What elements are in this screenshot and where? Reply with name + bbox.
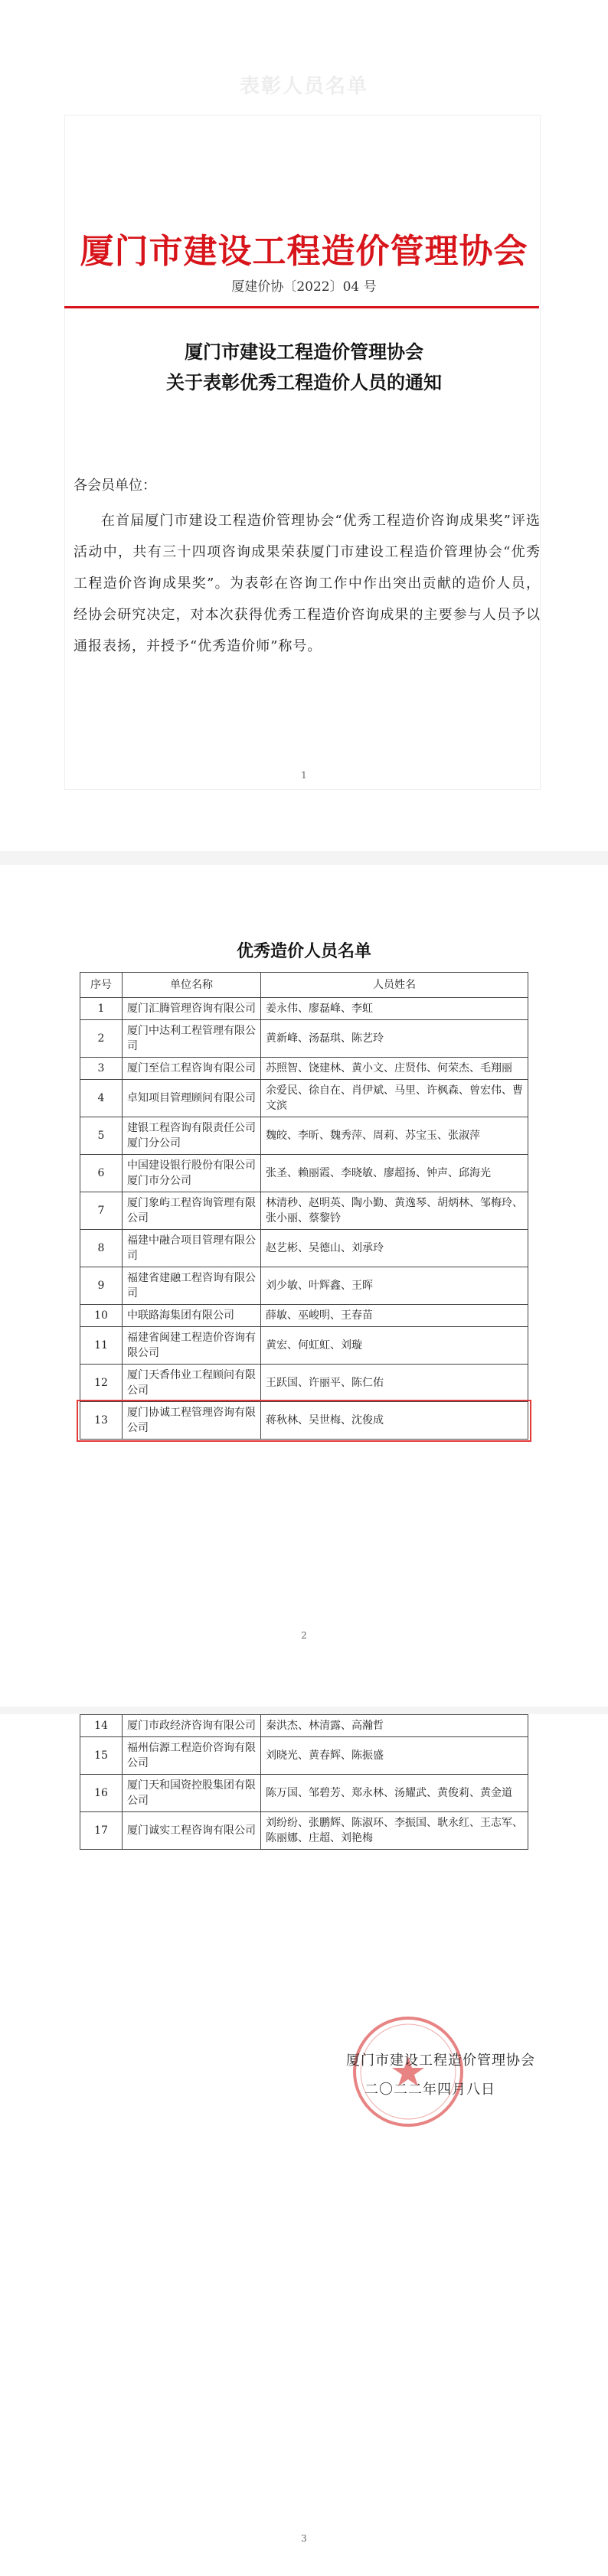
table-row [80, 1737, 528, 1775]
table-row [80, 1058, 528, 1080]
notice-body: 在首届厦门市建设工程造价管理协会“优秀工程造价咨询成果奖”评选活动中，共有三十四项咨询成果荣获厦门市建设工程造价管理协会“优秀工程造价咨询成果奖”。为表彰在咨询工作中作出突出贡献的造价人员，经协会研究决定，对本次获得优秀工程造价咨询成果的主要参与人员予以通报表扬，并授予“优秀造价师”称号。 [74, 513, 541, 654]
row-index: 11 [80, 1327, 123, 1365]
header-names: 人员姓名 [261, 973, 528, 998]
list-title: 优秀造价人员名单 [236, 941, 371, 961]
page-1 [0, 0, 608, 851]
page-number: 1 [301, 770, 307, 781]
row-index: 14 [80, 1715, 123, 1737]
table-row [80, 1020, 528, 1058]
page-number: 2 [301, 1630, 307, 1641]
red-divider-line [64, 306, 539, 308]
row-names: 魏皎、李昕、魏秀萍、周莉、苏宝玉、张淑萍 [261, 1117, 528, 1155]
row-names: 张圣、赖丽霞、李晓敏、廖超扬、钟声、邱海光 [261, 1155, 528, 1192]
row-names: 秦洪杰、林清露、高瀚哲 [261, 1715, 528, 1737]
row-names: 陈万国、邹碧芳、郑永林、汤耀武、黄俊莉、黄金道 [261, 1775, 528, 1812]
table-row [80, 1775, 528, 1812]
row-unit: 福建省闽建工程造价咨询有限公司 [123, 1327, 261, 1365]
row-names: 赵艺彬、吴德山、刘承玲 [261, 1230, 528, 1267]
row-index: 6 [80, 1155, 123, 1192]
row-unit: 厦门象屿工程咨询管理有限公司 [123, 1192, 261, 1230]
row-names: 余爱民、徐自在、肖伊斌、马里、许枫森、曾宏伟、曹文滨 [261, 1080, 528, 1117]
row-names: 薛敏、巫峻明、王春苗 [261, 1305, 528, 1327]
header-unit: 单位名称 [123, 973, 261, 998]
document-number: 厦建价协〔2022〕04 号 [231, 279, 377, 295]
table-row [80, 1192, 528, 1230]
row-index: 3 [80, 1058, 123, 1080]
official-seal [351, 2014, 466, 2129]
signature-org: 厦门市建设工程造价管理协会 [346, 2053, 535, 2069]
table-row [80, 1080, 528, 1117]
table-row [80, 998, 528, 1020]
page-gap [0, 1707, 608, 1714]
table-row [80, 1305, 528, 1327]
header-index: 序号 [80, 973, 123, 998]
page-3 [0, 1714, 608, 2576]
highlight-box [77, 1400, 531, 1442]
row-index: 10 [80, 1305, 123, 1327]
row-unit: 厦门协诚工程管理咨询有限公司 [123, 1402, 261, 1440]
row-names: 刘晓光、黄春辉、陈振盛 [261, 1737, 528, 1775]
row-index: 8 [80, 1230, 123, 1267]
header-org-name: 厦门市建设工程造价管理协会 [80, 232, 528, 271]
page-2 [0, 865, 608, 1707]
page-gap [0, 851, 608, 865]
row-names: 王跃国、许丽平、陈仁佑 [261, 1365, 528, 1402]
table-row [80, 1117, 528, 1155]
table-row [80, 1327, 528, 1365]
row-names: 刘少敏、叶辉鑫、王晖 [261, 1267, 528, 1305]
notice-title-line-1: 厦门市建设工程造价管理协会 [185, 341, 423, 363]
notice-title-line-2: 关于表彰优秀工程造价人员的通知 [166, 371, 442, 393]
row-names: 黄新峰、汤磊琪、陈艺玲 [261, 1020, 528, 1058]
row-unit: 中国建设银行股份有限公司厦门市分公司 [123, 1155, 261, 1192]
table-row [80, 1365, 528, 1402]
row-unit: 福建省建融工程咨询有限公司 [123, 1267, 261, 1305]
row-index: 7 [80, 1192, 123, 1230]
page-number: 3 [301, 2533, 307, 2544]
table-row [80, 1812, 528, 1850]
row-unit: 福州信源工程造价咨询有限公司 [123, 1737, 261, 1775]
row-unit: 中联路海集团有限公司 [123, 1305, 261, 1327]
award-table-continued [80, 1714, 528, 1850]
row-unit: 厦门至信工程咨询有限公司 [123, 1058, 261, 1080]
row-unit: 福建中融合项目管理有限公司 [123, 1230, 261, 1267]
row-index: 15 [80, 1737, 123, 1775]
table-row [80, 1715, 528, 1737]
row-unit: 卓知项目管理顾问有限公司 [123, 1080, 261, 1117]
row-index: 5 [80, 1117, 123, 1155]
award-table [80, 972, 528, 1440]
salutation: 各会员单位： [74, 478, 156, 494]
row-names: 苏照智、饶建林、黄小文、庄贤伟、何荣杰、毛翔丽 [261, 1058, 528, 1080]
row-index: 4 [80, 1080, 123, 1117]
table-row [80, 1230, 528, 1267]
row-names: 蒋秋林、吴世梅、沈俊成 [261, 1402, 528, 1440]
row-index: 2 [80, 1020, 123, 1058]
row-unit: 厦门天和国资控股集团有限公司 [123, 1775, 261, 1812]
row-index: 17 [80, 1812, 123, 1850]
row-names: 刘纷纷、张鹏辉、陈淑环、李振国、耿永红、王志军、陈丽娜、庄超、刘艳梅 [261, 1812, 528, 1850]
row-index: 12 [80, 1365, 123, 1402]
row-index: 9 [80, 1267, 123, 1305]
row-unit: 厦门汇腾管理咨询有限公司 [123, 998, 261, 1020]
row-unit: 厦门诚实工程咨询有限公司 [123, 1812, 261, 1850]
row-index: 13 [80, 1402, 123, 1440]
row-names: 姜永伟、廖磊峰、李虹 [261, 998, 528, 1020]
table-header-row [80, 973, 528, 998]
row-unit: 建银工程咨询有限责任公司厦门分公司 [123, 1117, 261, 1155]
row-unit: 厦门市政经济咨询有限公司 [123, 1715, 261, 1737]
row-names: 黄宏、何虹虹、刘璇 [261, 1327, 528, 1365]
signature-date: 二〇二二年四月八日 [364, 2082, 495, 2098]
row-unit: 厦门天香伟业工程顾问有限公司 [123, 1365, 261, 1402]
row-unit: 厦门中达利工程管理有限公司 [123, 1020, 261, 1058]
row-index: 16 [80, 1775, 123, 1812]
table-row [80, 1155, 528, 1192]
row-names: 林清秒、赵明英、陶小勤、黄逸琴、胡炳林、邹梅玲、张小丽、蔡黎钤 [261, 1192, 528, 1230]
row-index: 1 [80, 998, 123, 1020]
bleed-through-table [64, 115, 541, 790]
table-row [80, 1267, 528, 1305]
bleed-through-title: 表彰人员名单 [239, 75, 368, 98]
